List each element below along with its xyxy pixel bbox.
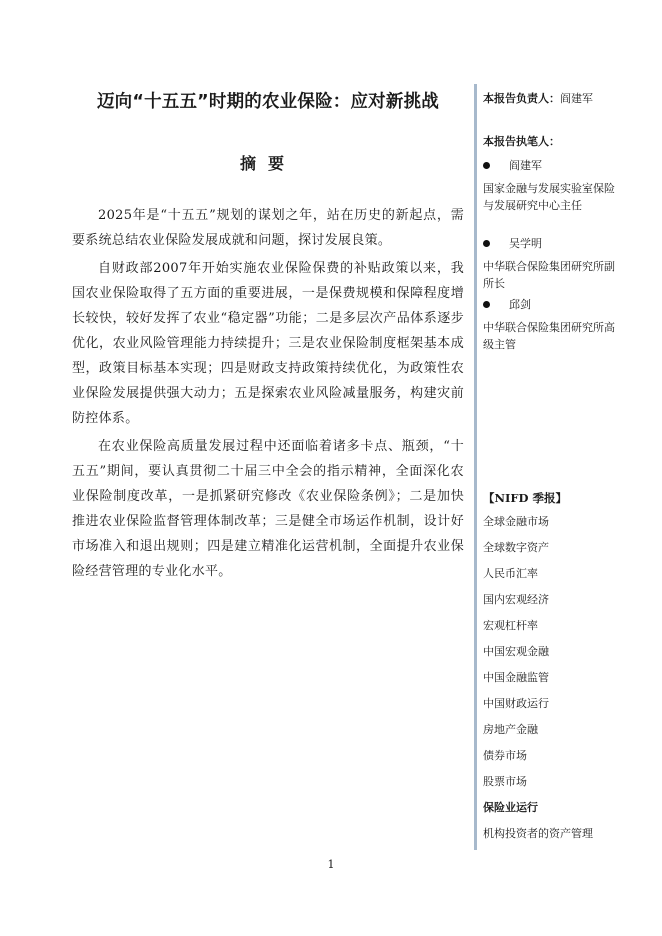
report-link[interactable]: 中国宏观金融 [483, 645, 549, 658]
report-link[interactable]: 债券市场 [483, 749, 527, 762]
report-title: 迈向“十五五”时期的农业保险：应对新挑战 [96, 92, 439, 112]
reports-title: 【NIFD 季报】 [483, 491, 568, 505]
abstract-paragraph-3: 在农业保险高质量发展过程中还面临着诸多卡点、瓶颈，“十五五”期间，要认真贯彻二十届三中全会的指示精神，全面深化农业保险制度改革，一是抓紧研究修改《农业保险条例》；二是加快推进农业保险监督管理体制改革；三是健全市场运作机制，设计好市场准入和退出规则；四是建立精准化运营机制，全面提升农业保险经营管理的专业化水平。 [72, 439, 464, 579]
author-item [483, 235, 623, 292]
report-link[interactable]: 房地产金融 [483, 723, 538, 736]
lead-name: 阎建军 [560, 92, 593, 105]
report-link[interactable]: 人民币汇率 [483, 567, 538, 580]
abstract-paragraph-1: 2025年是“十五五”规划的谋划之年，站在历史的新起点，需要系统总结农业保险发展成就和问题，探讨发展良策。 [72, 208, 464, 248]
report-link[interactable]: 机构投资者的资产管理 [483, 827, 593, 840]
author-affiliation: 中华联合保险集团研究所高级主管 [483, 321, 615, 351]
report-lead [483, 90, 593, 107]
bullet-icon [483, 162, 490, 169]
bullet-icon [483, 240, 490, 247]
main-content [72, 88, 464, 584]
abstract-heading: 摘要 [239, 154, 296, 173]
report-link-current[interactable]: 保险业运行 [483, 801, 538, 814]
report-series-list [483, 513, 623, 851]
report-link[interactable]: 全球金融市场 [483, 515, 549, 528]
author-item [483, 157, 623, 214]
report-link[interactable]: 中国财政运行 [483, 697, 549, 710]
report-link[interactable]: 宏观杠杆率 [483, 619, 538, 632]
writers-label: 本报告执笔人： [483, 135, 560, 148]
report-link[interactable]: 国内宏观经济 [483, 593, 549, 606]
report-link[interactable]: 股票市场 [483, 775, 527, 788]
author-name: 吴学明 [509, 237, 542, 250]
sidebar-divider [474, 84, 477, 850]
author-name: 邱剑 [509, 298, 531, 311]
page-number: 1 [327, 858, 335, 871]
abstract-paragraph-2: 自财政部2007年开始实施农业保险保费的补贴政策以来，我国农业保险取得了五方面的重要进展，一是保费规模和保障程度增长较快，较好发挥了农业“稳定器”功能；二是多层次产品体系逐步优化，农业风险管理能力持续提升；三是农业保险制度框架基本成型，政策目标基本实现；四是财政支持政策持续优化，为政策性农业保险发展提供强大动力；五是探索农业风险减量服务，构建灾前防控体系。 [72, 261, 464, 426]
report-link[interactable]: 中国金融监管 [483, 671, 549, 684]
author-name: 阎建军 [509, 159, 542, 172]
author-item [483, 296, 623, 353]
bullet-icon [483, 301, 490, 308]
report-link[interactable]: 全球数字资产 [483, 541, 549, 554]
lead-label: 本报告负责人： [483, 92, 560, 105]
author-affiliation: 中华联合保险集团研究所副所长 [483, 260, 615, 290]
author-affiliation: 国家金融与发展实验室保险与发展研究中心主任 [483, 182, 615, 212]
